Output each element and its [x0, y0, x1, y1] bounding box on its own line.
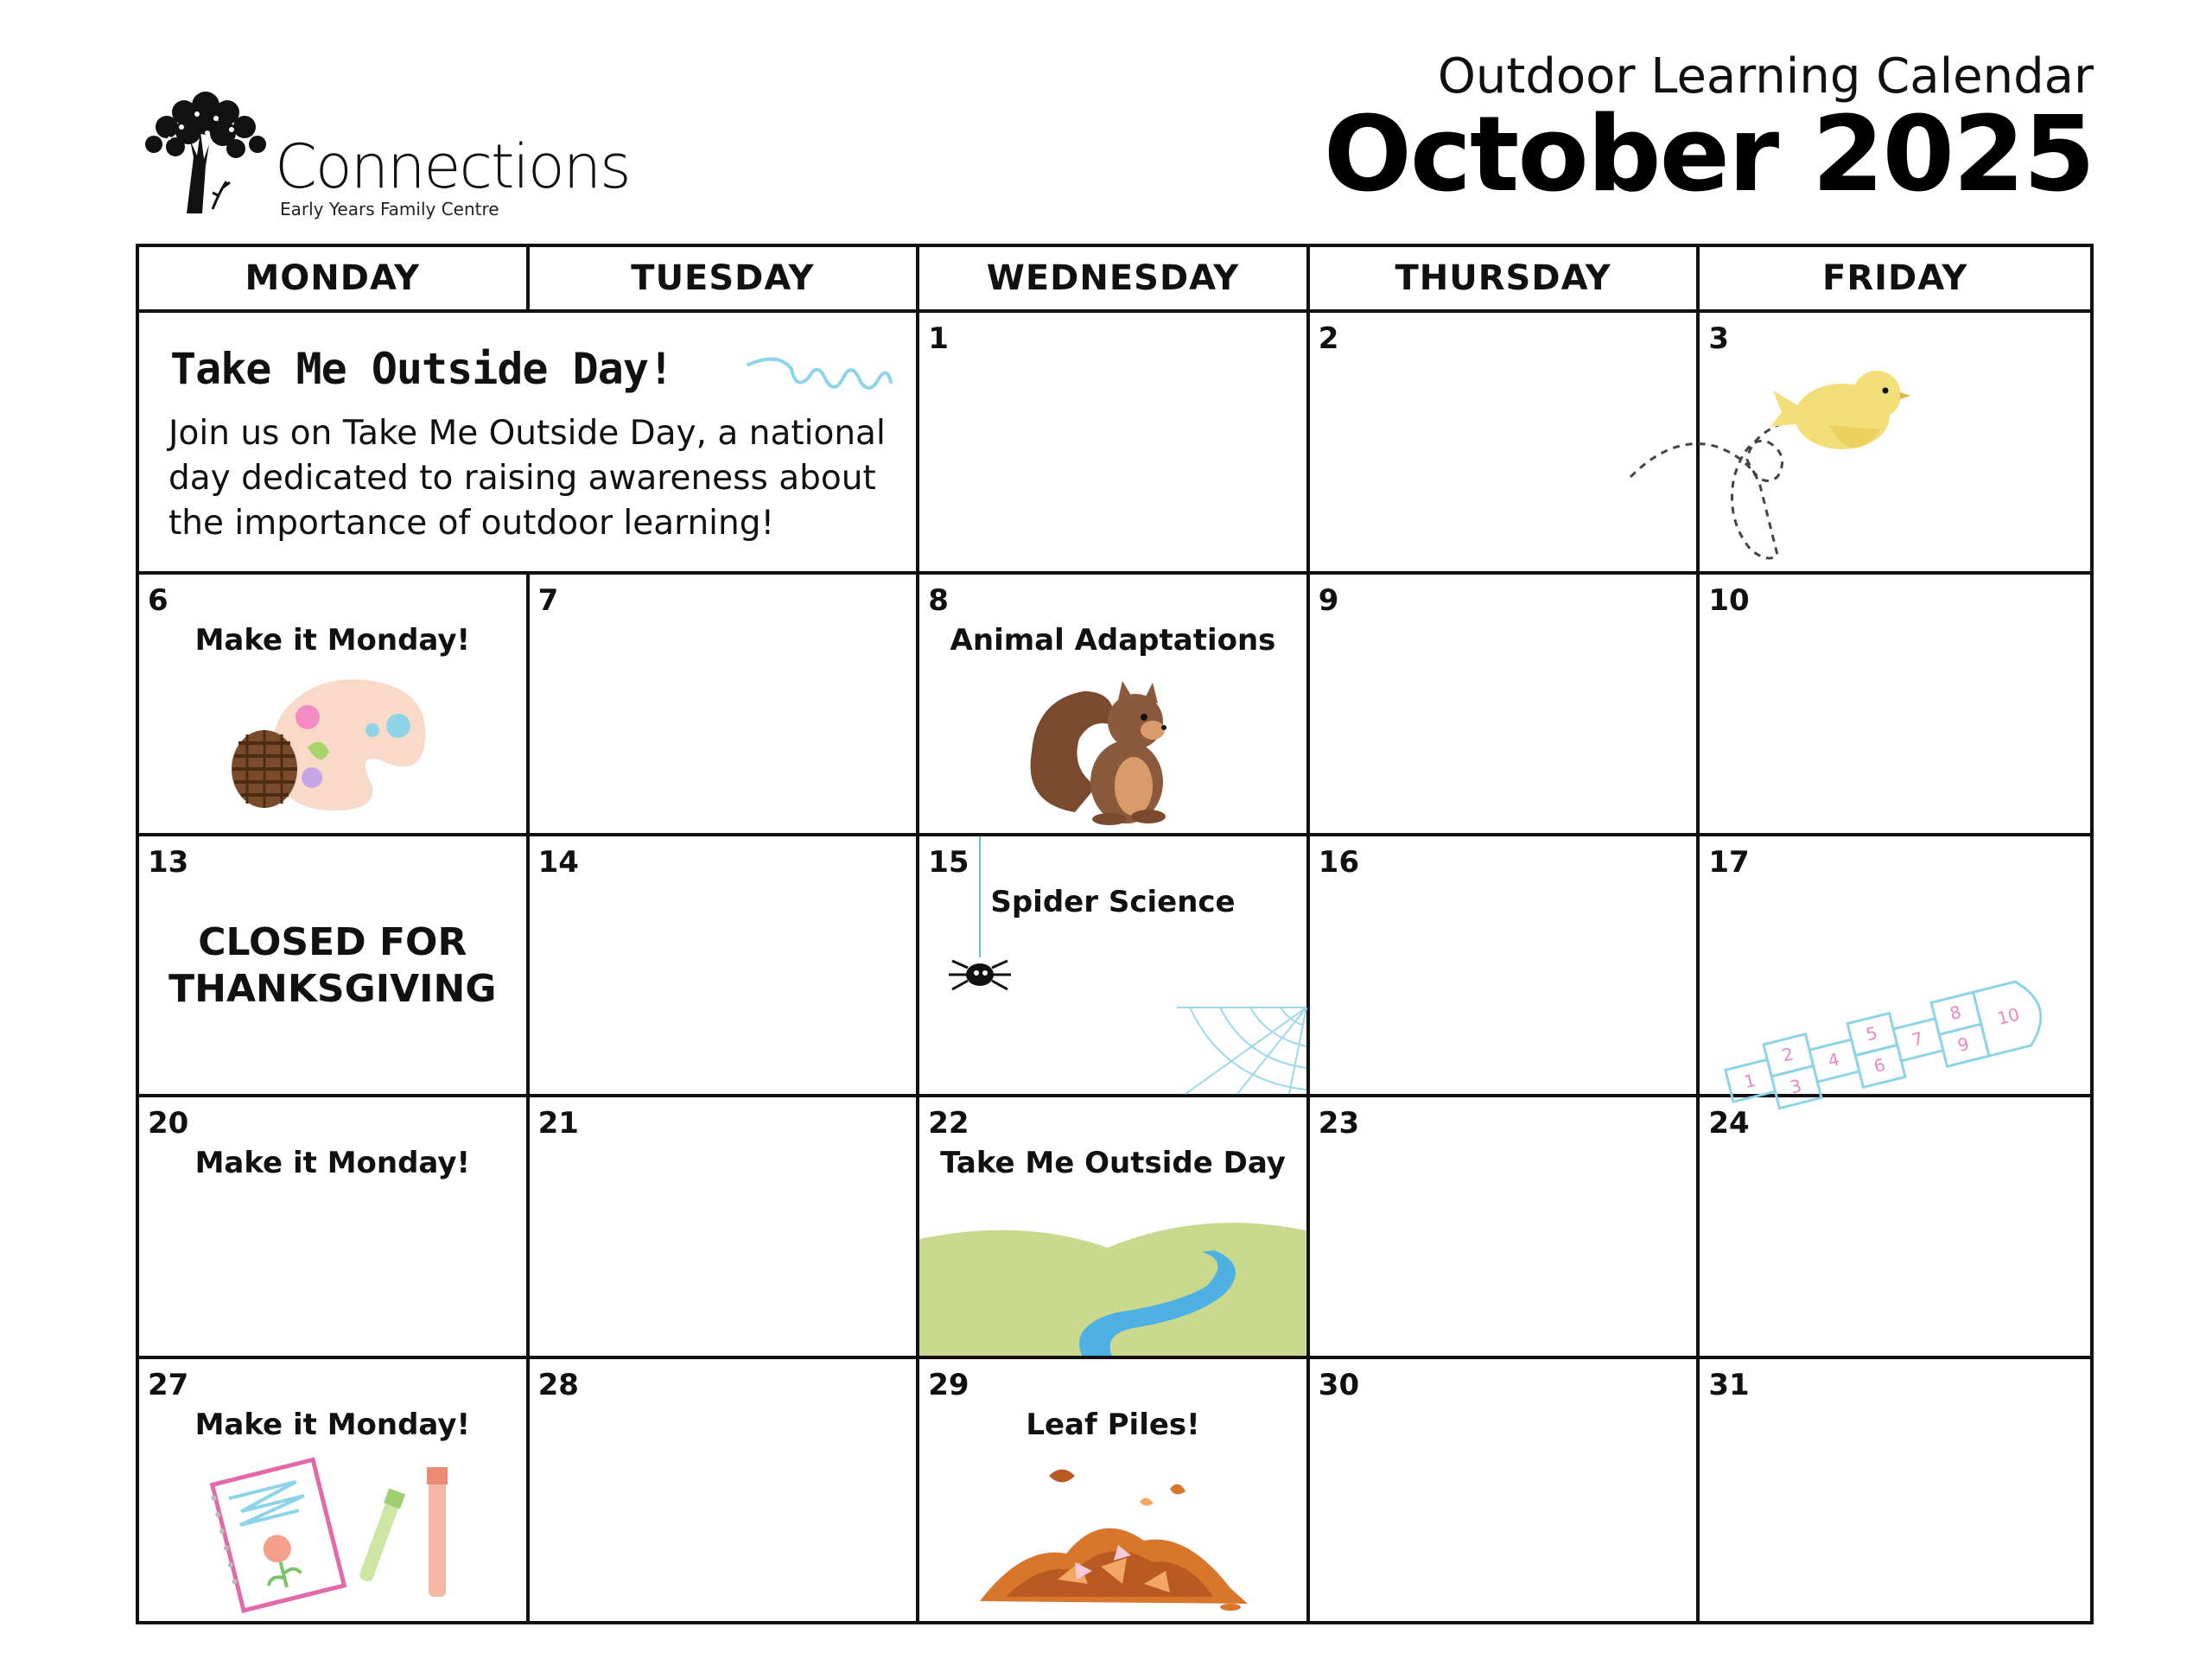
- day-number: 10: [1708, 582, 1750, 618]
- day-number: 21: [537, 1106, 579, 1141]
- month-title: October 2025: [1323, 95, 2094, 215]
- day-cell-31: [1700, 1359, 2090, 1621]
- day-number: 17: [1708, 844, 1750, 880]
- day-cell-1: [919, 313, 1310, 575]
- hopscotch-number: 5: [1864, 1021, 1880, 1045]
- hopscotch-number: 9: [1955, 1033, 1972, 1056]
- day-cell-30: [1310, 1359, 1700, 1621]
- spiderweb-icon: [1177, 1007, 1306, 1094]
- closed-line-1: CLOSED FOR: [198, 919, 467, 964]
- day-number: 16: [1318, 844, 1360, 880]
- day-cell-10: [1700, 575, 2090, 836]
- spider-icon: [945, 836, 1023, 1009]
- intro-title: Take Me Outside Day!: [170, 344, 674, 394]
- day-cell-14: [530, 836, 920, 1098]
- day-number: 1: [928, 321, 949, 356]
- day-number: 23: [1318, 1106, 1360, 1141]
- event-label: Animal Adaptations: [950, 622, 1276, 658]
- hopscotch-number: 1: [1742, 1069, 1758, 1092]
- day-cell-22: [919, 1097, 1310, 1359]
- event-label: Take Me Outside Day: [940, 1146, 1286, 1181]
- weekday-header-tuesday: TUESDAY: [530, 247, 920, 313]
- day-cell-6: [139, 575, 530, 836]
- event-label: Make it Monday!: [194, 622, 470, 658]
- day-cell-23: [1310, 1097, 1700, 1359]
- day-number: 13: [148, 844, 189, 880]
- day-cell-9: [1310, 575, 1700, 836]
- paint-palette-pinecone-icon: [226, 674, 450, 817]
- day-cell-15: [919, 836, 1310, 1098]
- leaf-pile-icon: [971, 1450, 1265, 1614]
- day-number: 22: [928, 1106, 969, 1141]
- day-number: 15: [928, 844, 969, 880]
- weekday-header-thursday: THURSDAY: [1310, 247, 1700, 313]
- day-number: 31: [1708, 1368, 1750, 1403]
- day-cell-29: [919, 1359, 1310, 1621]
- day-number: 28: [537, 1368, 579, 1403]
- hopscotch-number: 4: [1826, 1048, 1842, 1071]
- intro-cell: [139, 313, 919, 575]
- day-cell-2: [1310, 313, 1700, 575]
- weekday-header-friday: FRIDAY: [1700, 247, 2090, 313]
- day-cell-7: [530, 575, 920, 836]
- day-cell-21: [530, 1097, 920, 1359]
- squirrel-icon: [1023, 674, 1196, 825]
- day-cell-27: [139, 1359, 530, 1621]
- hopscotch-number: 7: [1910, 1027, 1926, 1051]
- day-number: 30: [1318, 1368, 1360, 1403]
- day-number: 29: [928, 1368, 969, 1403]
- weekday-header-wednesday: WEDNESDAY: [919, 247, 1310, 313]
- day-cell-8: [919, 575, 1310, 836]
- day-cell-16: [1310, 836, 1700, 1098]
- weekday-header-monday: MONDAY: [139, 247, 530, 313]
- calendar-grid: [136, 244, 2094, 1624]
- day-number: 24: [1708, 1106, 1750, 1141]
- day-cell-17: [1700, 836, 2090, 1098]
- tree-icon: [137, 79, 275, 218]
- hopscotch-number: 2: [1780, 1042, 1796, 1066]
- day-cell-24: [1700, 1097, 2090, 1359]
- squiggle-icon: [744, 347, 895, 399]
- hopscotch-icon: [1708, 949, 2088, 1098]
- intro-text: Join us on Take Me Outside Day, a national day dedicated to raising awareness about the importance of outdoor learning!: [168, 414, 886, 543]
- day-number: 7: [537, 582, 559, 618]
- day-number: 14: [537, 844, 579, 880]
- day-number: 2: [1318, 321, 1339, 356]
- logo-name: Connections: [275, 131, 630, 202]
- event-label: Leaf Piles!: [1026, 1408, 1200, 1443]
- calendar-subtitle: Outdoor Learning Calendar: [1437, 48, 2094, 105]
- day-cell-13: [139, 836, 530, 1098]
- logo-tagline: Early Years Family Centre: [280, 199, 499, 219]
- event-label: Make it Monday!: [194, 1408, 470, 1443]
- day-cell-3: [1700, 313, 2090, 575]
- hopscotch-number: 6: [1872, 1053, 1888, 1077]
- day-cell-28: [530, 1359, 920, 1621]
- event-label: Make it Monday!: [194, 1146, 470, 1181]
- river-hill-icon: [919, 1217, 1306, 1356]
- day-number: 3: [1708, 321, 1730, 356]
- hopscotch-number: 3: [1788, 1074, 1804, 1098]
- closed-line-2: THANKSGIVING: [168, 966, 497, 1011]
- sketchbook-markers-icon: [208, 1454, 467, 1610]
- bird-icon: [1700, 347, 2080, 572]
- day-cell-20: [139, 1097, 530, 1359]
- day-number: 6: [148, 582, 168, 618]
- hopscotch-number: 10: [1995, 1003, 2022, 1029]
- day-number: 20: [148, 1106, 189, 1141]
- day-number: 27: [148, 1368, 189, 1403]
- hopscotch-number: 8: [1948, 1001, 1964, 1024]
- logo: [137, 79, 630, 226]
- event-label: Spider Science: [990, 884, 1236, 919]
- closed-notice: [139, 919, 526, 1013]
- day-number: 9: [1318, 582, 1339, 618]
- day-number: 8: [928, 582, 949, 618]
